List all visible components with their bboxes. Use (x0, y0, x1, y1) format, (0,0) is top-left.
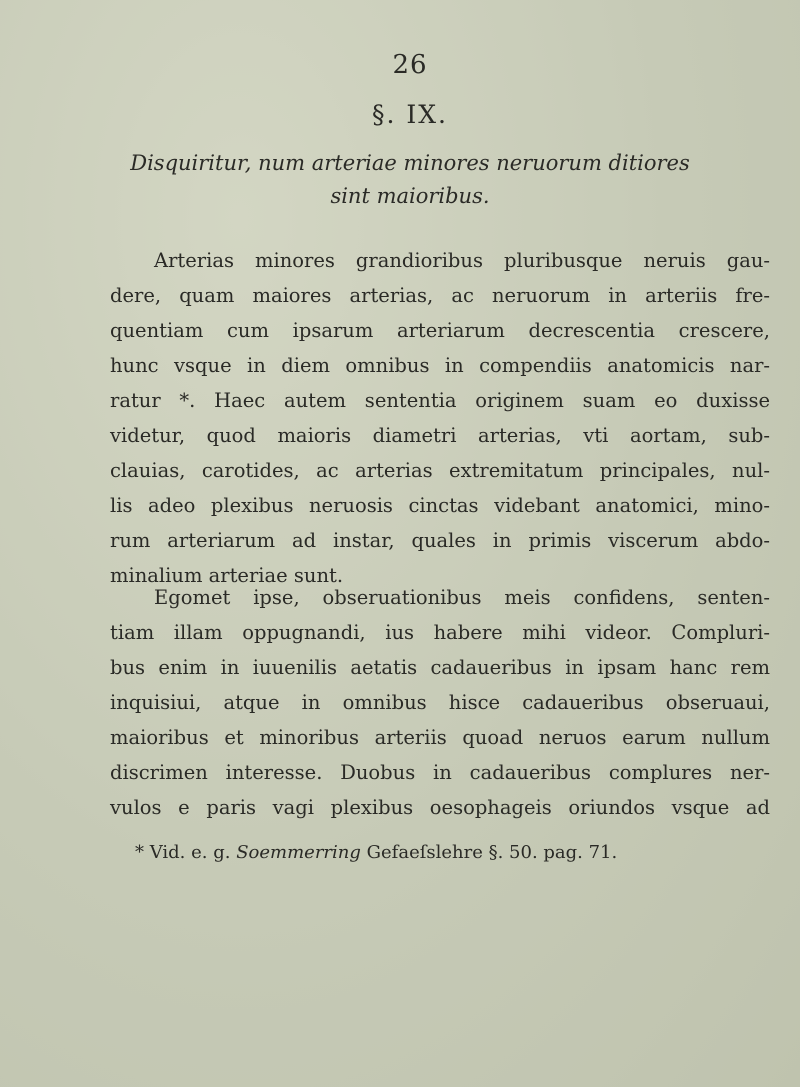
text-line: clauias, carotides, ac arterias extremitatum principales, nul- (110, 459, 770, 482)
footnote-author: Soemmerring (236, 842, 361, 863)
text-line: discrimen interesse. Duobus in cadaueribus complures ner- (110, 761, 770, 784)
footnote-reference: Gefaeſslehre §. 50. pag. 71. (366, 842, 618, 863)
page-number: 26 (392, 50, 428, 80)
text-line: Egomet ipse, obseruationibus meis confidens, senten- (154, 586, 770, 609)
text-line: ratur *. Haec autem sententia originem suam eo duxisse (110, 389, 770, 412)
paragraph (110, 580, 770, 825)
text-line: maioribus et minoribus arteriis quoad neruos earum nullum (110, 726, 770, 749)
text-line: inquisiui, atque in omnibus hisce cadaueribus obseruaui, (110, 691, 770, 714)
text-line: videtur, quod maioris diametri arterias, vti aortam, sub- (110, 424, 770, 447)
section-title-line: Disquiritur, num arteriae minores neruorum ditiores (130, 151, 690, 175)
section-title-line: sint maioribus. (330, 184, 490, 208)
section-title (110, 147, 710, 213)
text-line: vulos e paris vagi plexibus oesophageis oriundos vsque ad (110, 796, 770, 819)
text-line: lis adeo plexibus neruosis cinctas videbant anatomici, mino- (110, 494, 770, 517)
text-line: rum arteriarum ad instar, quales in primis viscerum abdo- (110, 529, 770, 552)
text-line: quentiam cum ipsarum arteriarum decrescentia crescere, (110, 319, 770, 342)
text-line: minalium arteriae sunt. (110, 564, 344, 587)
text-line: bus enim in iuuenilis aetatis cadaueribus in ipsam hanc rem (110, 656, 770, 679)
text-line: Arterias minores grandioribus pluribusque neruis gau- (154, 249, 770, 272)
footnote (135, 840, 755, 866)
section-heading: §. IX. (371, 100, 448, 129)
footnote-prefix: * Vid. e. g. (135, 842, 231, 863)
paragraph (110, 243, 770, 593)
text-line: tiam illam oppugnandi, ius habere mihi videor. Compluri- (110, 621, 770, 644)
text-line: hunc vsque in diem omnibus in compendiis anatomicis nar- (110, 354, 770, 377)
text-line: dere, quam maiores arterias, ac neruorum in arteriis fre- (110, 284, 770, 307)
